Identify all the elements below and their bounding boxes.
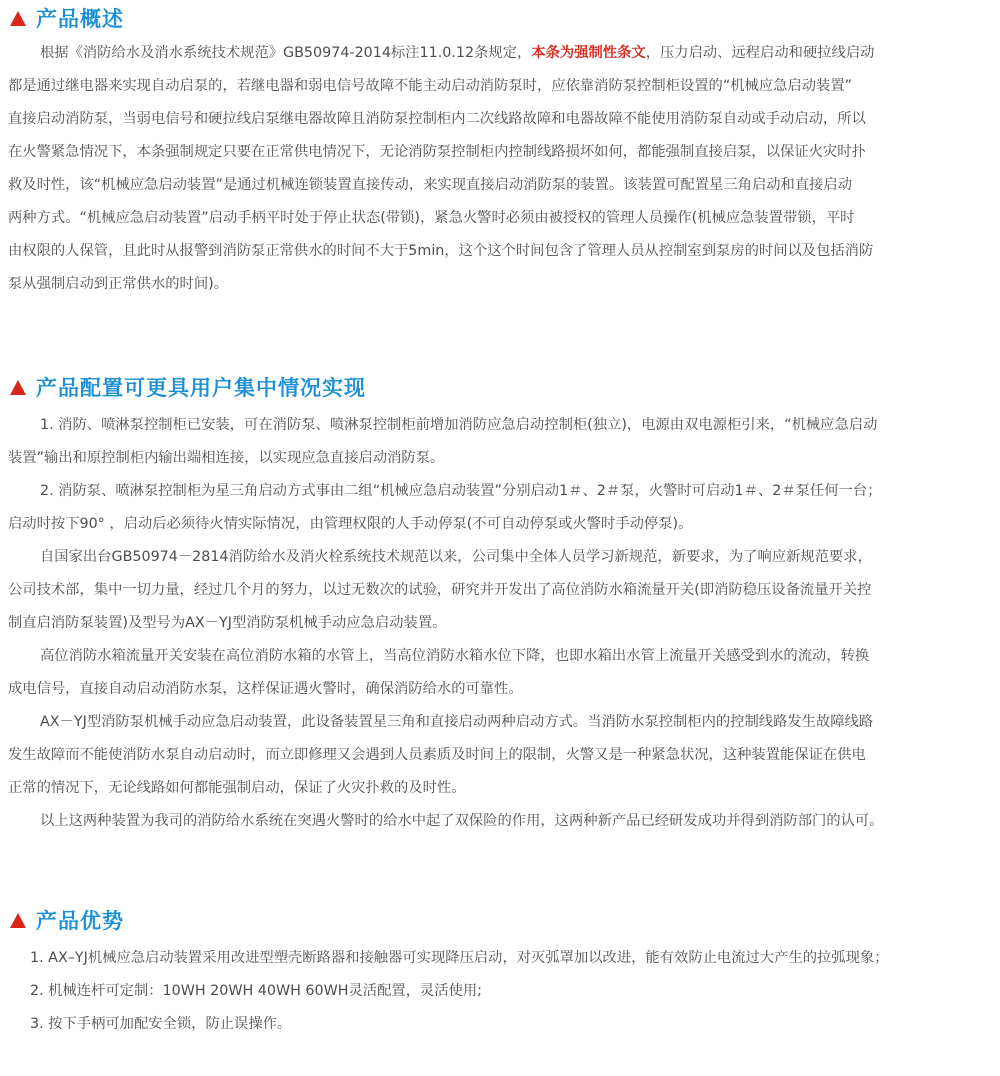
mandatory-clause-emphasis: 本条为强制性条文 bbox=[531, 45, 646, 61]
paragraph-line: 自国家出台GB50974－2814消防给水及消火栓系统技术规范以来，公司集中全体人员学习新规范，新要求，为了响应新规范要求， bbox=[40, 549, 872, 565]
paragraph-line: 泵从强制启动到正常供水的时间)。 bbox=[8, 276, 229, 292]
paragraph-line: 在火警紧急情况下，本条强制规定只要在正常供电情况下，无论消防泵控制柜内控制线路损坏如何，都能强制直接启泵，以保证火灾时扑 bbox=[8, 144, 866, 160]
paragraph-line: 2. 消防泵、喷淋泵控制柜为星三角启动方式事由二组“机械应急启动装置”分别启动1＃、2＃泵，火警时可启动1＃、2＃泵任何一台； bbox=[40, 483, 882, 499]
paragraph-line: 公司技术部，集中一切力量，经过几个月的努力，以过无数次的试验，研究并开发出了高位消防水箱流量开关(即消防稳压设备流量开关控 bbox=[8, 582, 872, 598]
paragraph-line: 正常的情况下，无论线路如何都能强制启动，保证了火灾扑救的及时性。 bbox=[8, 780, 466, 796]
paragraph-line: 启动时按下90° ，启动后必须待火情实际情况，由管理权限的人手动停泵(不可自动停泵或火警时手动停泵)。 bbox=[8, 516, 693, 532]
red-triangle-icon bbox=[10, 11, 26, 26]
paragraph-line bbox=[40, 43, 874, 63]
section-heading-configuration bbox=[10, 372, 366, 402]
paragraph-line: 直接启动消防泵，当弱电信号和硬拉线启泵继电器故障且消防泵控制柜内二次线路故障和电器故障不能使用消防泵自动或手动启动，所以 bbox=[8, 111, 866, 127]
paragraph-line: 救及时性，该“机械应急启动装置”是通过机械连锁装置直接传动，来实现直接启动消防泵的装置。该装置可配置星三角启动和直接启动 bbox=[8, 177, 853, 193]
paragraph-line: 装置”输出和原控制柜内输出端相连接，以实现应急直接启动消防泵。 bbox=[8, 450, 445, 466]
text-run: ，压力启动、远程启动和硬拉线启动 bbox=[645, 45, 875, 61]
section-title: 产品概述 bbox=[36, 7, 124, 31]
paragraph-line: 以上这两种装置为我司的消防给水系统在突遇火警时的给水中起了双保险的作用，这两种新产品已经研发成功并得到消防部门的认可。 bbox=[40, 813, 884, 829]
paragraph-line: 发生故障而不能使消防水泵自动启动时，而立即修理又会遇到人员素质及时间上的限制，火警又是一种紧急状况，这种装置能保证在供电 bbox=[8, 747, 866, 763]
paragraph-line: 由权限的人保管，且此时从报警到消防泵正常供水的时间不大于5min，这个这个时间包含了管理人员从控制室到泵房的时间以及包括消防 bbox=[8, 243, 874, 259]
paragraph-line: 1. 消防、喷淋泵控制柜已安装，可在消防泵、喷淋泵控制柜前增加消防应急启动控制柜(独立)，电源由双电源柜引来，“机械应急启动 bbox=[40, 417, 878, 433]
list-item: 2. 机械连杆可定制：10WH 20WH 40WH 60WH灵活配置，灵活使用; bbox=[30, 983, 482, 999]
paragraph-line: 制直启消防泵装置)及型号为AX－YJ型消防泵机械手动应急启动装置。 bbox=[8, 615, 447, 631]
paragraph-line: 都是通过继电器来实现自动启泵的，若继电器和弱电信号故障不能主动启动消防泵时，应依靠消防泵控制柜设置的“机械应急启动装置” bbox=[8, 78, 853, 94]
paragraph-line: 高位消防水箱流量开关安装在高位消防水箱的水管上，当高位消防水箱水位下降，也即水箱出水管上流量开关感受到水的流动，转换 bbox=[40, 648, 870, 664]
section-title: 产品配置可更具用户集中情况实现 bbox=[36, 376, 366, 400]
list-item: 3. 按下手柄可加配安全锁，防止误操作。 bbox=[30, 1016, 292, 1032]
text-run: 根据《消防给水及消水系统技术规范》GB50974-2014标注11.0.12条规定， bbox=[40, 45, 532, 61]
section-heading-advantages bbox=[10, 905, 124, 935]
red-triangle-icon bbox=[10, 380, 26, 395]
paragraph-line: 成电信号，直接自动启动消防水泵，这样保证遇火警时，确保消防给水的可靠性。 bbox=[8, 681, 523, 697]
section-title: 产品优势 bbox=[36, 909, 124, 933]
red-triangle-icon bbox=[10, 913, 26, 928]
paragraph-line: 两种方式。“机械应急启动装置”启动手柄平时处于停止状态(带锁)，紧急火警时必须由被授权的管理人员操作(机械应急装置带锁，平时 bbox=[8, 210, 855, 226]
list-item: 1. AX–YJ机械应急启动装置采用改进型塑壳断路器和接触器可实现降压启动，对灭弧罩加以改进，能有效防止电流过大产生的拉弧现象； bbox=[30, 950, 889, 966]
section-heading-overview bbox=[10, 3, 124, 33]
paragraph-line: AX－YJ型消防泵机械手动应急启动装置，此设备装置星三角和直接启动两种启动方式。当消防水泵控制柜内的控制线路发生故障线路 bbox=[40, 714, 874, 730]
